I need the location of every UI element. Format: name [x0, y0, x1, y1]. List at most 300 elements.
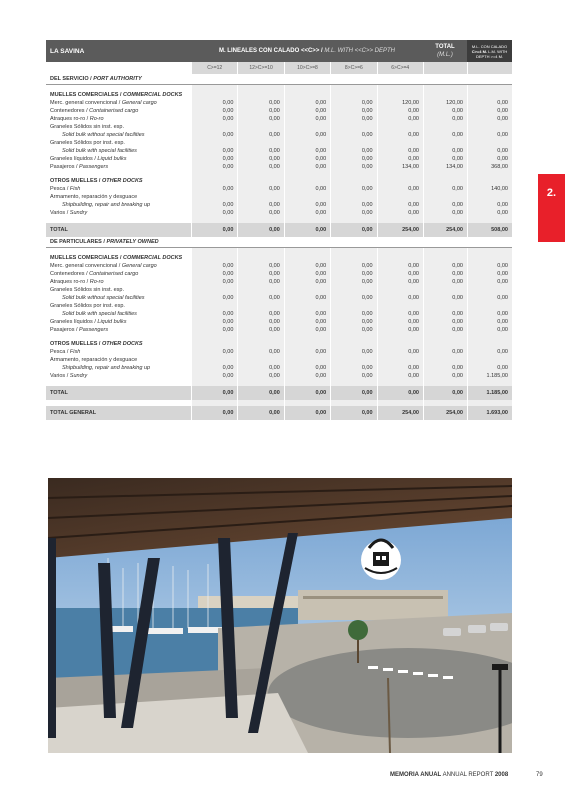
value-cell — [330, 139, 376, 147]
value-cell: 0,00 — [191, 318, 237, 326]
row-label-en: Ro-ro — [89, 116, 104, 122]
value-cell: 0,00 — [377, 155, 423, 163]
value-cell: 0,00 — [237, 294, 283, 302]
value-cell: 0,00 — [423, 185, 467, 193]
row-label — [46, 318, 191, 326]
value-cell: 0,00 — [191, 147, 237, 155]
value-cell — [467, 254, 512, 262]
value-cell: 0,00 — [377, 201, 423, 209]
value-cell: 0,00 — [284, 163, 330, 171]
row-label-en: Fish — [69, 349, 81, 355]
ml-header-es: M.L. CON CALADO — [471, 43, 508, 49]
value-cell: 0,00 — [237, 364, 283, 372]
row-label-en: Solid bulk with special facilities — [62, 148, 137, 154]
value-cell — [284, 193, 330, 201]
ml-header — [467, 40, 512, 62]
value-cell — [377, 193, 423, 201]
table-body — [46, 74, 512, 420]
value-cell — [423, 91, 467, 99]
value-cell: 0,00 — [467, 278, 512, 286]
row-label-en: Containerised cargo — [89, 108, 139, 114]
value-cell: 1.185,00 — [467, 372, 512, 380]
value-cell — [284, 340, 330, 348]
value-cell: 0,00 — [330, 310, 376, 318]
value-cell: 1.185,00 — [467, 386, 512, 400]
value-cell — [423, 177, 467, 185]
total-label: TOTAL — [50, 227, 68, 233]
row-label — [46, 147, 191, 155]
row-label-es: Graneles Sólidos sin inst. esp. — [50, 124, 124, 130]
value-cell — [330, 302, 376, 310]
value-cell: 0,00 — [237, 201, 283, 209]
value-cell: 0,00 — [377, 278, 423, 286]
value-cell: 0,00 — [423, 155, 467, 163]
row-label-es: Graneles Sólidos sin inst. esp. — [50, 287, 124, 293]
grand-total-row — [46, 406, 512, 420]
value-cell: 0,00 — [423, 348, 467, 356]
value-cell: 0,00 — [423, 131, 467, 139]
ml-header-bold: C>=4 M. — [471, 48, 488, 54]
value-cell: 0,00 — [237, 115, 283, 123]
value-cell: 0,00 — [330, 348, 376, 356]
value-cell: 1.693,00 — [467, 406, 512, 420]
value-cell — [467, 123, 512, 131]
row-label-en: Containerised cargo — [89, 271, 139, 277]
value-cell: 0,00 — [191, 270, 237, 278]
value-cell: 0,00 — [467, 348, 512, 356]
value-cell — [191, 286, 237, 294]
value-cell — [330, 123, 376, 131]
table-row — [46, 123, 512, 131]
row-label-es: Varios / — [50, 210, 69, 216]
total-header-en: (M.L.) — [437, 52, 453, 58]
value-cell: 0,00 — [284, 310, 330, 318]
row-label-es: Graneles Sólidos por inst. esp. — [50, 303, 125, 309]
table-row — [46, 99, 512, 107]
value-cell: 0,00 — [467, 318, 512, 326]
row-label — [46, 163, 191, 171]
value-cell: 140,00 — [467, 185, 512, 193]
value-cell — [467, 356, 512, 364]
group-title-es: MUELLES COMERCIALES / — [50, 255, 122, 261]
value-cell: 254,00 — [423, 223, 467, 237]
group-title-label — [46, 340, 191, 348]
table-row — [46, 356, 512, 364]
lineales-header-es: M. LINEALES CON CALADO <<C>> / — [218, 48, 323, 54]
row-label — [46, 286, 191, 294]
group-title-label — [46, 177, 191, 185]
row-label-es: Atraques ro-ro / — [50, 279, 89, 285]
table-row — [46, 185, 512, 193]
value-cell: 0,00 — [467, 262, 512, 270]
value-cell — [191, 123, 237, 131]
value-cell: 0,00 — [423, 318, 467, 326]
value-cell — [237, 123, 283, 131]
value-cell — [191, 177, 237, 185]
value-cell: 0,00 — [330, 107, 376, 115]
table-row — [46, 193, 512, 201]
value-cell: 0,00 — [284, 147, 330, 155]
value-cell: 0,00 — [284, 201, 330, 209]
port-photo — [48, 478, 512, 753]
row-label-es: Graneles líquidos / — [50, 319, 96, 325]
row-label — [46, 364, 191, 372]
ml-header-en2: DEPTH >=4 M. — [475, 53, 504, 59]
value-cell: 0,00 — [237, 185, 283, 193]
value-cell — [284, 177, 330, 185]
value-cell: 0,00 — [191, 406, 237, 420]
value-cell — [423, 193, 467, 201]
value-cell: 0,00 — [284, 278, 330, 286]
group-title — [46, 91, 512, 99]
row-label-en: Ro-ro — [89, 279, 104, 285]
row-label-en: Sundry — [69, 373, 88, 379]
footer-year: 2008 — [494, 772, 509, 778]
total-row — [46, 223, 512, 237]
value-cell — [237, 356, 283, 364]
value-cell: 0,00 — [377, 372, 423, 380]
footer-title-en: ANNUAL REPORT — [442, 772, 494, 778]
table-row — [46, 302, 512, 310]
total-row — [46, 386, 512, 400]
total-header-es: TOTAL — [435, 44, 455, 50]
value-cell: 0,00 — [191, 155, 237, 163]
value-cell: 0,00 — [237, 99, 283, 107]
value-cell: 0,00 — [377, 185, 423, 193]
section-title — [46, 74, 512, 85]
value-cell: 0,00 — [330, 209, 376, 217]
value-cell — [191, 139, 237, 147]
value-cell — [377, 356, 423, 364]
value-cell: 0,00 — [423, 310, 467, 318]
value-cell: 0,00 — [423, 201, 467, 209]
value-cell: 0,00 — [237, 348, 283, 356]
table-row — [46, 348, 512, 356]
value-cell: 0,00 — [377, 364, 423, 372]
value-cell: 0,00 — [467, 326, 512, 334]
table-row — [46, 107, 512, 115]
row-label-en: Solid bulk without special facilities — [62, 132, 145, 138]
value-cell: 0,00 — [377, 270, 423, 278]
value-cell: 0,00 — [237, 318, 283, 326]
value-cell — [284, 302, 330, 310]
group-title — [46, 254, 512, 262]
row-label — [46, 372, 191, 380]
footer-title-es: MEMORIA ANUAL — [390, 772, 442, 778]
row-label-en: Liquid bulks — [97, 319, 127, 325]
value-cell: 0,00 — [330, 278, 376, 286]
row-label-es: Pasajeros / — [50, 327, 78, 333]
value-cell: 0,00 — [191, 209, 237, 217]
value-cell: 0,00 — [191, 115, 237, 123]
table-row — [46, 318, 512, 326]
value-cell: 0,00 — [377, 147, 423, 155]
value-cell: 0,00 — [284, 99, 330, 107]
value-cell — [467, 193, 512, 201]
value-cell: 0,00 — [191, 131, 237, 139]
value-cell: 0,00 — [284, 185, 330, 193]
value-cell — [377, 254, 423, 262]
row-label-es: Pesca / — [50, 349, 69, 355]
group-title-en: OTHER DOCKS — [101, 341, 143, 347]
value-cell — [237, 302, 283, 310]
value-cell: 0,00 — [191, 364, 237, 372]
row-label-es: Graneles Sólidos por inst. esp. — [50, 140, 125, 146]
row-label-en: Shipbuilding, repair and breaking up — [62, 365, 151, 371]
grand-total-label: TOTAL GENERAL — [50, 410, 97, 416]
value-cell: 0,00 — [191, 386, 237, 400]
value-cell: 0,00 — [191, 163, 237, 171]
group-title-en: COMMERCIAL DOCKS — [123, 92, 183, 98]
value-cell: 0,00 — [467, 115, 512, 123]
row-label-es: Contenedores / — [50, 271, 88, 277]
value-cell — [467, 177, 512, 185]
value-cell: 0,00 — [330, 163, 376, 171]
value-cell: 0,00 — [330, 318, 376, 326]
value-cell — [191, 302, 237, 310]
value-cell: 0,00 — [467, 201, 512, 209]
value-cell: 134,00 — [423, 163, 467, 171]
value-cell: 0,00 — [191, 310, 237, 318]
value-cell: 0,00 — [237, 155, 283, 163]
value-cell: 0,00 — [237, 262, 283, 270]
table-row — [46, 364, 512, 372]
value-cell: 0,00 — [423, 209, 467, 217]
value-cell — [237, 91, 283, 99]
value-cell — [330, 177, 376, 185]
value-cell: 0,00 — [191, 107, 237, 115]
section-title — [46, 237, 512, 248]
group-title-en: OTHER DOCKS — [101, 178, 143, 184]
value-cell — [191, 91, 237, 99]
row-label-es: Atraques ro-ro / — [50, 116, 89, 122]
table-row — [46, 262, 512, 270]
table-row — [46, 294, 512, 302]
table-row — [46, 209, 512, 217]
lineales-header — [191, 40, 423, 62]
value-cell: 0,00 — [377, 326, 423, 334]
value-cell: 508,00 — [467, 223, 512, 237]
row-label — [46, 209, 191, 217]
value-cell: 0,00 — [237, 147, 283, 155]
value-cell — [284, 356, 330, 364]
value-cell: 254,00 — [423, 406, 467, 420]
value-cell: 0,00 — [237, 209, 283, 217]
value-cell: 0,00 — [467, 99, 512, 107]
row-label — [46, 356, 191, 364]
value-cell: 0,00 — [284, 406, 330, 420]
value-cell: 0,00 — [284, 372, 330, 380]
subcol-header: C>=12 — [191, 62, 237, 74]
value-cell — [423, 340, 467, 348]
value-cell: 0,00 — [237, 372, 283, 380]
row-label-en: Liquid bulks — [97, 156, 127, 162]
value-cell: 0,00 — [191, 326, 237, 334]
row-label — [46, 185, 191, 193]
value-cell: 0,00 — [377, 262, 423, 270]
value-cell: 0,00 — [284, 364, 330, 372]
value-cell — [423, 139, 467, 147]
row-label — [46, 270, 191, 278]
row-label — [46, 302, 191, 310]
table-row — [46, 278, 512, 286]
value-cell — [191, 356, 237, 364]
value-cell: 368,00 — [467, 163, 512, 171]
group-title-en: COMMERCIAL DOCKS — [123, 255, 183, 261]
value-cell — [330, 286, 376, 294]
value-cell: 0,00 — [423, 115, 467, 123]
value-cell — [284, 286, 330, 294]
value-cell: 0,00 — [330, 294, 376, 302]
value-cell: 0,00 — [237, 310, 283, 318]
row-label — [46, 115, 191, 123]
section-title-es: DE PARTICULARES / — [50, 239, 105, 245]
value-cell — [284, 139, 330, 147]
row-label — [46, 201, 191, 209]
footer — [390, 772, 508, 778]
value-cell: 0,00 — [237, 326, 283, 334]
total-label: TOTAL — [50, 390, 68, 396]
value-cell: 0,00 — [330, 326, 376, 334]
ml-header-en1: L.M. WITH — [488, 48, 508, 54]
section-title-es: DEL SERVICIO / — [50, 76, 92, 82]
value-cell: 0,00 — [467, 147, 512, 155]
value-cell: 0,00 — [377, 107, 423, 115]
value-cell: 134,00 — [377, 163, 423, 171]
lineales-header-en: M.L. WITH <<C>> DEPTH — [324, 48, 396, 54]
value-cell — [191, 193, 237, 201]
value-cell — [423, 123, 467, 131]
value-cell — [467, 139, 512, 147]
value-cell: 0,00 — [423, 386, 467, 400]
subcol-header: 10>C>=8 — [284, 62, 330, 74]
value-cell: 0,00 — [423, 326, 467, 334]
value-cell: 0,00 — [467, 107, 512, 115]
value-cell: 0,00 — [423, 147, 467, 155]
value-cell: 0,00 — [467, 131, 512, 139]
value-cell: 0,00 — [330, 99, 376, 107]
row-label — [46, 139, 191, 147]
value-cell: 0,00 — [377, 348, 423, 356]
value-cell: 0,00 — [423, 270, 467, 278]
value-cell: 0,00 — [237, 223, 283, 237]
value-cell: 0,00 — [423, 294, 467, 302]
table-header — [46, 40, 512, 74]
value-cell: 0,00 — [377, 115, 423, 123]
page-number: 79 — [536, 772, 543, 778]
value-cell: 0,00 — [377, 318, 423, 326]
value-cell — [377, 123, 423, 131]
row-label-es: Armamento, reparación y desguace — [50, 357, 138, 363]
row-label-en: Solid bulk with special facilities — [62, 311, 137, 317]
value-cell: 0,00 — [330, 155, 376, 163]
section-title-en: PRIVATELY OWNED — [106, 239, 159, 245]
row-label-es: Merc. general convencional / — [50, 263, 121, 269]
group-title-es: OTROS MUELLES / — [50, 341, 101, 347]
value-cell: 0,00 — [467, 155, 512, 163]
row-label-es: Armamento, reparación y desguace — [50, 194, 138, 200]
row-label — [46, 278, 191, 286]
table-row — [46, 115, 512, 123]
value-cell: 0,00 — [377, 209, 423, 217]
value-cell: 0,00 — [191, 262, 237, 270]
value-cell: 0,00 — [191, 278, 237, 286]
value-cell — [237, 286, 283, 294]
row-label-en: Fish — [69, 186, 81, 192]
table-row — [46, 270, 512, 278]
value-cell — [377, 302, 423, 310]
value-cell — [330, 340, 376, 348]
value-cell — [191, 254, 237, 262]
value-cell: 0,00 — [191, 201, 237, 209]
row-label — [46, 262, 191, 270]
subcol-header: 12>C>=10 — [237, 62, 283, 74]
value-cell: 0,00 — [284, 318, 330, 326]
value-cell: 0,00 — [237, 406, 283, 420]
value-cell: 0,00 — [330, 201, 376, 209]
value-cell: 0,00 — [330, 115, 376, 123]
table-row — [46, 326, 512, 334]
value-cell — [330, 254, 376, 262]
value-cell: 0,00 — [284, 294, 330, 302]
row-label-en: General cargo — [121, 263, 157, 269]
value-cell: 0,00 — [423, 372, 467, 380]
row-label — [46, 326, 191, 334]
value-cell — [330, 91, 376, 99]
table-row — [46, 147, 512, 155]
value-cell: 0,00 — [467, 310, 512, 318]
value-cell: 0,00 — [237, 163, 283, 171]
subcol-header: 6>C>=4 — [377, 62, 423, 74]
value-cell — [330, 193, 376, 201]
value-cell: 0,00 — [467, 270, 512, 278]
section-title-en: PORT AUTHORITY — [93, 76, 142, 82]
value-cell — [467, 302, 512, 310]
value-cell — [377, 139, 423, 147]
value-cell: 0,00 — [191, 223, 237, 237]
table-row — [46, 286, 512, 294]
value-cell: 0,00 — [377, 294, 423, 302]
value-cell: 0,00 — [423, 262, 467, 270]
row-label-en: Passengers — [79, 327, 109, 333]
value-cell: 0,00 — [330, 364, 376, 372]
value-cell — [237, 139, 283, 147]
row-label-en: Shipbuilding, repair and breaking up — [62, 202, 151, 208]
row-label-en: Passengers — [79, 164, 109, 170]
value-cell — [237, 177, 283, 185]
value-cell: 0,00 — [284, 386, 330, 400]
value-cell: 254,00 — [377, 223, 423, 237]
value-cell — [191, 340, 237, 348]
group-title — [46, 177, 512, 185]
row-label-es: Contenedores / — [50, 108, 88, 114]
row-label — [46, 294, 191, 302]
value-cell — [284, 254, 330, 262]
row-label — [46, 348, 191, 356]
value-cell: 0,00 — [237, 386, 283, 400]
table-row — [46, 139, 512, 147]
total-header — [423, 40, 467, 62]
table-title: LA SAVINA — [46, 40, 191, 62]
value-cell: 0,00 — [330, 147, 376, 155]
value-cell: 0,00 — [284, 270, 330, 278]
value-cell: 0,00 — [377, 386, 423, 400]
group-title-label — [46, 91, 191, 99]
chapter-tab: 2. — [538, 174, 565, 242]
row-label — [46, 310, 191, 318]
value-cell — [467, 340, 512, 348]
value-cell: 0,00 — [237, 107, 283, 115]
